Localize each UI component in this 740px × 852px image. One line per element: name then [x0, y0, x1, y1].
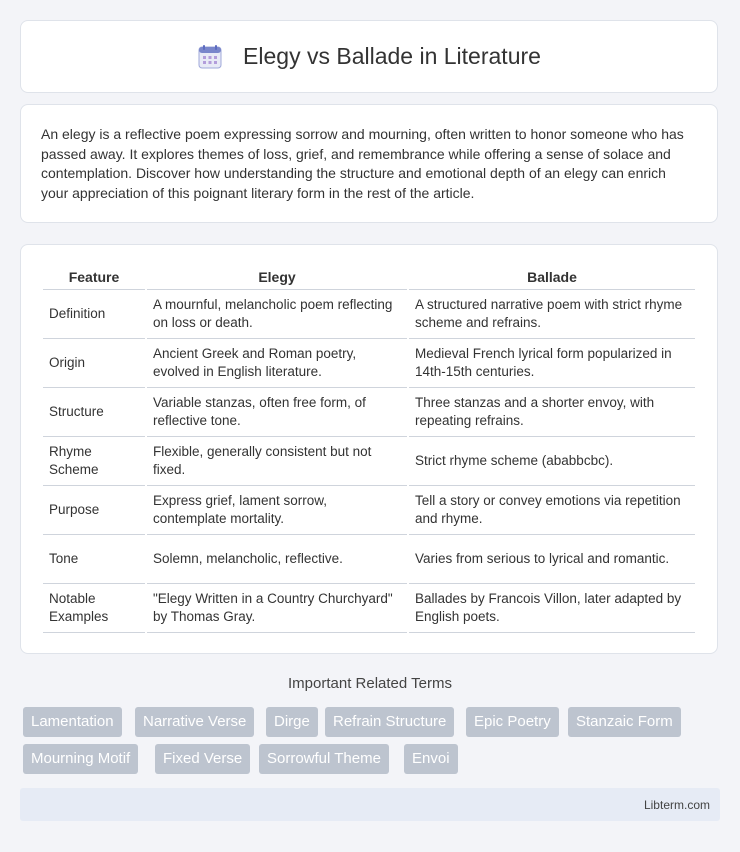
feature-cell: Tone: [43, 535, 145, 584]
feature-cell: Purpose: [43, 486, 145, 535]
elegy-cell: Express grief, lament sorrow, contemplate mortality.: [147, 486, 407, 535]
column-header-feature: Feature: [43, 265, 145, 290]
table-row: [43, 437, 695, 486]
feature-cell: Structure: [43, 388, 145, 437]
elegy-cell: Ancient Greek and Roman poetry, evolved in English literature.: [147, 339, 407, 388]
column-header-ballade: Ballade: [409, 265, 695, 290]
ballade-cell: Medieval French lyrical form popularized in 14th-15th centuries.: [409, 339, 695, 388]
footer: [20, 788, 720, 821]
table-header-row: [43, 265, 695, 290]
comparison-table-card: [20, 244, 718, 654]
tag-mourning-motif[interactable]: Mourning Motif: [23, 744, 138, 774]
ballade-cell: Three stanzas and a shorter envoy, with repeating refrains.: [409, 388, 695, 437]
elegy-cell: Solemn, melancholic, reflective.: [147, 535, 407, 584]
elegy-cell: Variable stanzas, often free form, of reflective tone.: [147, 388, 407, 437]
table-row: [43, 339, 695, 388]
calendar-icon: [197, 44, 223, 70]
tag-refrain-structure[interactable]: Refrain Structure: [325, 707, 454, 737]
ballade-cell: Varies from serious to lyrical and romantic.: [409, 535, 695, 584]
tag-stanzaic-form[interactable]: Stanzaic Form: [568, 707, 681, 737]
table-row: [43, 290, 695, 339]
table-row: [43, 584, 695, 633]
table-row: [43, 535, 695, 584]
tag-dirge[interactable]: Dirge: [266, 707, 318, 737]
feature-cell: Notable Examples: [43, 584, 145, 633]
tag-lamentation[interactable]: Lamentation: [23, 707, 122, 737]
feature-cell: Rhyme Scheme: [43, 437, 145, 486]
tag-fixed-verse[interactable]: Fixed Verse: [155, 744, 250, 774]
related-terms-title: Important Related Terms: [288, 675, 452, 692]
table-row: [43, 486, 695, 535]
comparison-table: [41, 265, 697, 633]
ballade-cell: Ballades by Francois Villon, later adapted by English poets.: [409, 584, 695, 633]
header-card: [20, 20, 718, 93]
elegy-cell: A mournful, melancholic poem reflecting on loss or death.: [147, 290, 407, 339]
feature-cell: Origin: [43, 339, 145, 388]
tag-epic-poetry[interactable]: Epic Poetry: [466, 707, 559, 737]
intro-text: An elegy is a reflective poem expressing sorrow and mourning, often written to honor someone who has passed away. It explores themes of loss, grief, and remembrance while offering a sense of solace and contemplation. Discover how understanding the structure and emotional depth of an elegy can enrich your appreciation of this poignant literary form in the rest of the article.: [41, 126, 684, 201]
tag-narrative-verse[interactable]: Narrative Verse: [135, 707, 254, 737]
page-title: Elegy vs Ballade in Literature: [243, 43, 541, 69]
ballade-cell: A structured narrative poem with strict rhyme scheme and refrains.: [409, 290, 695, 339]
intro-card: [20, 104, 718, 223]
elegy-cell: "Elegy Written in a Country Churchyard" by Thomas Gray.: [147, 584, 407, 633]
ballade-cell: Tell a story or convey emotions via repetition and rhyme.: [409, 486, 695, 535]
footer-site-link[interactable]: Libterm.com: [643, 798, 710, 812]
ballade-cell: Strict rhyme scheme (ababbcbc).: [409, 437, 695, 486]
feature-cell: Definition: [43, 290, 145, 339]
tag-envoi[interactable]: Envoi: [404, 744, 458, 774]
elegy-cell: Flexible, generally consistent but not fixed.: [147, 437, 407, 486]
tag-sorrowful-theme[interactable]: Sorrowful Theme: [259, 744, 389, 774]
column-header-elegy: Elegy: [147, 265, 407, 290]
table-row: [43, 388, 695, 437]
